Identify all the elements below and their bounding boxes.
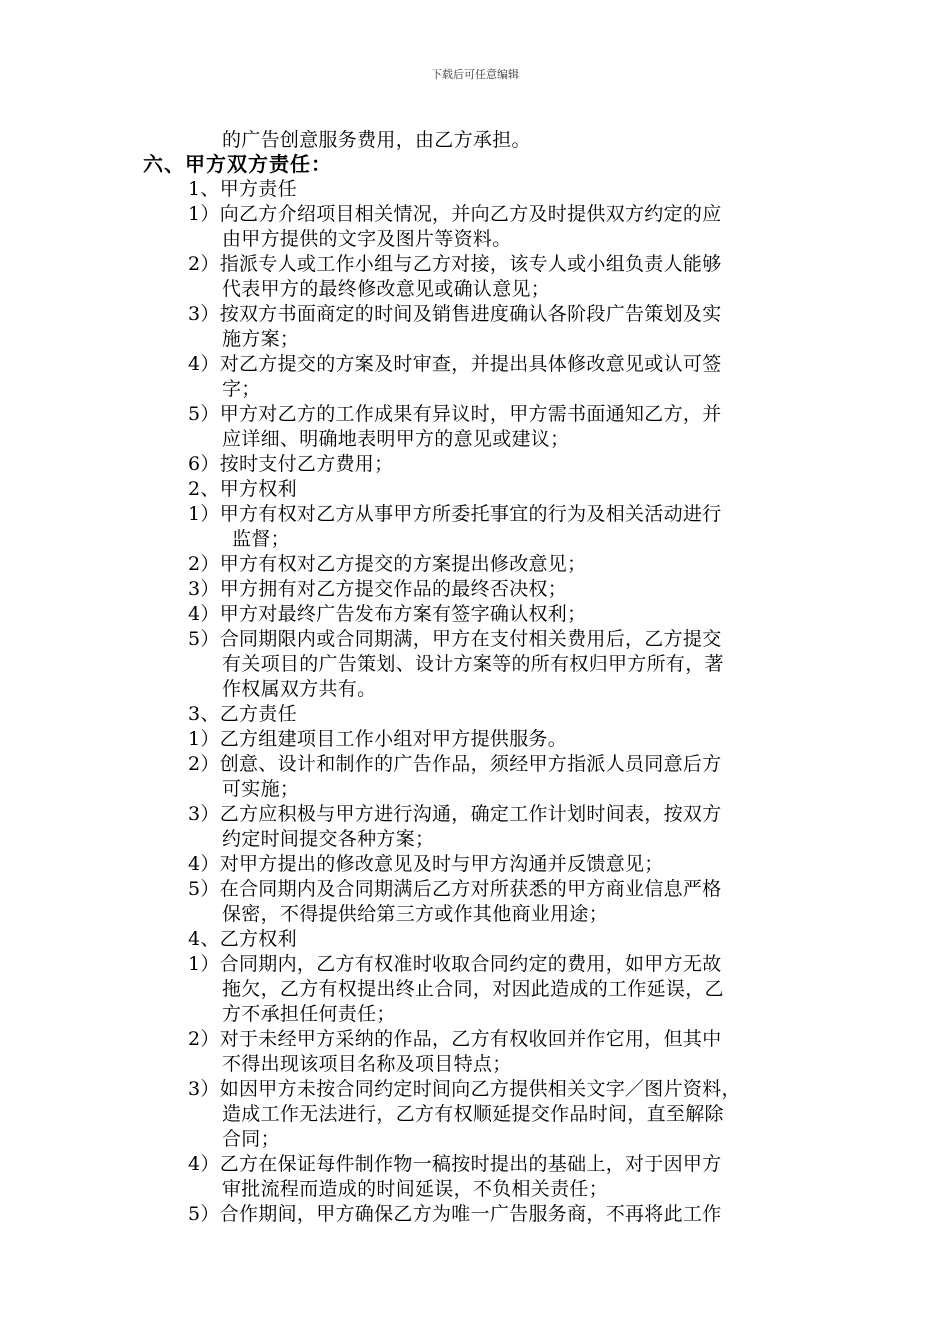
text-line: 5）在合同期内及合同期满后乙方对所获悉的甲方商业信息严格 [188, 878, 722, 900]
text-line: 方不承担任何责任； [222, 1003, 396, 1025]
text-line: 字； [222, 378, 261, 400]
text-line: 由甲方提供的文字及图片等资料。 [222, 228, 512, 250]
text-line: 2）创意、设计和制作的广告作品，须经甲方指派人员同意后方 [188, 753, 722, 775]
text-line: 应详细、明确地表明甲方的意见或建议； [222, 428, 570, 450]
text-line: 4）乙方在保证每件制作物一稿按时提出的基础上，对于因甲方 [188, 1153, 722, 1175]
text-line: 不得出现该项目名称及项目特点； [222, 1053, 512, 1075]
text-line: 施方案； [222, 328, 300, 350]
text-line: 保密，不得提供给第三方或作其他商业用途； [222, 903, 609, 925]
text-line: 5）合同期限内或合同期满，甲方在支付相关费用后，乙方提交 [188, 628, 722, 650]
text-line: 作权属双方共有。 [222, 678, 377, 700]
text-line: 审批流程而造成的时间延误，不负相关责任； [222, 1178, 609, 1200]
text-line: 4）甲方对最终广告发布方案有签字确认权利； [188, 603, 587, 625]
text-line: 1）合同期内，乙方有权准时收取合同约定的费用，如甲方无故 [188, 953, 722, 975]
text-line: 5）合作期间，甲方确保乙方为唯一广告服务商，不再将此工作 [188, 1203, 722, 1225]
text-line: 4）对乙方提交的方案及时审查，并提出具体修改意见或认可签 [188, 353, 722, 375]
text-line: 监督； [232, 528, 290, 550]
text-line: 3）甲方拥有对乙方提交作品的最终否决权； [188, 578, 568, 600]
text-line: 2）对于未经甲方采纳的作品，乙方有权收回并作它用，但其中 [188, 1028, 722, 1050]
text-line: 2、甲方权利 [188, 478, 297, 500]
text-line: 拖欠，乙方有权提出终止合同，对因此造成的工作延误，乙 [222, 978, 724, 1000]
text-line: 3、乙方责任 [188, 703, 297, 725]
text-line: 可实施； [222, 778, 300, 800]
text-line: 3）按双方书面商定的时间及销售进度确认各阶段广告策划及实 [188, 303, 722, 325]
text-line: 的广告创意服务费用，由乙方承担。 [222, 129, 531, 151]
text-line: 造成工作无法进行，乙方有权顺延提交作品时间，直至解除 [222, 1103, 724, 1125]
text-line: 6）按时支付乙方费用； [188, 453, 394, 475]
text-line: 5）甲方对乙方的工作成果有异议时，甲方需书面通知乙方，并 [188, 403, 722, 425]
text-line: 约定时间提交各种方案； [222, 828, 435, 850]
text-line: 2）指派专人或工作小组与乙方对接，该专人或小组负责人能够 [188, 253, 722, 275]
text-line: 代表甲方的最终修改意见或确认意见； [222, 278, 551, 300]
text-line: 1）乙方组建项目工作小组对甲方提供服务。 [188, 728, 568, 750]
text-line: 3）乙方应积极与甲方进行沟通，确定工作计划时间表，按双方 [188, 803, 722, 825]
text-line: 1）向乙方介绍项目相关情况，并向乙方及时提供双方约定的应 [188, 203, 722, 225]
text-line: 4、乙方权利 [188, 928, 297, 950]
text-line: 3）如因甲方未按合同约定时间向乙方提供相关文字／图片资料， [188, 1078, 741, 1100]
text-line: 有关项目的广告策划、设计方案等的所有权归甲方所有，著 [222, 653, 724, 675]
text-line: 4）对甲方提出的修改意见及时与甲方沟通并反馈意见； [188, 853, 664, 875]
text-line: 合同； [222, 1128, 280, 1150]
section-heading: 六、甲方双方责任： [143, 152, 332, 176]
text-line: 2）甲方有权对乙方提交的方案提出修改意见； [188, 553, 587, 575]
page-header: 下载后可任意编辑 [431, 68, 519, 81]
text-line: 1）甲方有权对乙方从事甲方所委托事宜的行为及相关活动进行 [188, 503, 722, 525]
text-line: 1、甲方责任 [188, 178, 297, 200]
